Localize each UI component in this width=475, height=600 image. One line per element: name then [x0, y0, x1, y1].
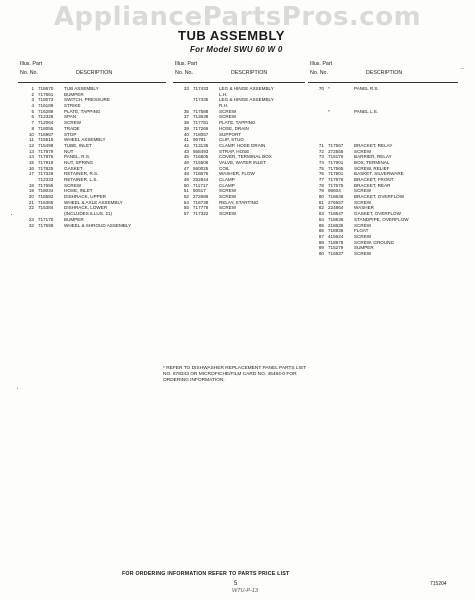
part-description: RELAY, STARTING	[219, 199, 259, 205]
part-number: 717919	[38, 159, 54, 165]
illus-number: 84	[318, 216, 324, 222]
scan-dot	[11, 214, 12, 215]
part-description: WHEEL ASSEMBLY	[64, 137, 106, 143]
part-number: 718034	[38, 188, 54, 194]
part-description: COIL	[219, 165, 230, 171]
document-code: 715204	[430, 581, 447, 587]
part-number: 716957	[38, 131, 54, 137]
part-description: CLAMP	[219, 182, 235, 188]
part-description: GASKET, OVERFLOW	[354, 211, 401, 217]
part-number: 224864	[328, 205, 344, 211]
part-number: 717901	[328, 159, 344, 165]
part-number: 717675	[328, 182, 344, 188]
part-number: 717778	[193, 205, 209, 211]
page-subtitle: For Model SWU 60 W 0	[190, 45, 283, 54]
part-description: SCREW	[219, 188, 237, 194]
part-description: SCREW, RELIEF	[354, 165, 390, 171]
part-row	[308, 251, 458, 257]
part-description: BUMPER	[64, 91, 84, 97]
illus-number: 33	[183, 86, 189, 91]
part-description: STRAP, HOSE	[219, 148, 250, 154]
part-number: 716739	[193, 199, 209, 205]
part-number: 716289	[38, 108, 54, 114]
part-description: CLAMP	[219, 177, 235, 182]
part-description: SCREW, GROUND	[354, 239, 394, 245]
part-description: TUB ASSEMBLY	[64, 86, 99, 91]
handwritten-mark: WTU-P-13	[232, 588, 258, 594]
illus-number: 50	[183, 182, 189, 188]
illus-number: 14	[28, 154, 34, 160]
part-description: STRIKE	[64, 103, 81, 109]
part-number: 718670	[38, 86, 54, 91]
part-number: 96781	[193, 137, 206, 143]
parts-column-1	[18, 60, 166, 228]
column-header	[173, 60, 305, 83]
part-number: 718073	[38, 97, 54, 103]
part-description: CLAMP, HOSE DRAIN	[219, 142, 266, 148]
part-description: CLIP, STUD	[219, 137, 244, 143]
illus-number: 39	[183, 125, 189, 131]
part-number: 717435	[193, 97, 209, 103]
part-description: SCREW	[354, 233, 372, 239]
part-description: FLOAT	[354, 228, 369, 234]
part-number: *	[328, 86, 330, 91]
illus-number: 37	[183, 114, 189, 120]
part-description: SCREW	[354, 188, 372, 194]
illus-number: 32	[28, 222, 34, 228]
part-number: 415624	[328, 233, 344, 239]
illus-number: 79	[318, 188, 324, 194]
part-description: WHEEL & SHROUD ASSEMBLY	[64, 222, 132, 228]
illus-number: 81	[318, 199, 324, 205]
part-description: SPAN	[64, 114, 77, 120]
part-description: GASKET	[64, 165, 83, 171]
part-number: 717876	[38, 154, 54, 160]
illus-number: 47	[183, 165, 189, 171]
scan-dot	[17, 388, 18, 389]
illus-number: 4	[31, 103, 34, 109]
part-description: SCREW	[219, 114, 237, 120]
part-number: 560025	[193, 165, 209, 171]
part-number: 717901	[328, 171, 344, 177]
part-number: 218635	[328, 222, 344, 228]
part-number: 718636	[328, 194, 344, 200]
parts-rows	[18, 83, 166, 228]
part-description: SCREW	[354, 199, 372, 205]
part-description: STOP	[64, 131, 77, 137]
part-description: SCREW	[354, 250, 372, 256]
parts-column-2	[173, 60, 305, 217]
part-description: SUPPORT	[219, 131, 242, 137]
illus-number: 82	[318, 205, 324, 211]
part-number: 717326	[38, 171, 54, 177]
illus-number: 80	[318, 194, 324, 200]
part-description: NUT, SPRING	[64, 159, 94, 165]
part-description: BRACKET, REAR	[354, 182, 391, 188]
part-description: WASHER	[354, 205, 374, 211]
edge-mark: –	[461, 66, 464, 72]
part-number: 718055	[38, 125, 54, 131]
part-number: 717567	[328, 142, 344, 148]
illus-number: 87	[318, 233, 324, 239]
header-no-no: No. No.	[310, 70, 328, 76]
illus-number: 3	[31, 97, 34, 103]
part-number: 712333	[38, 177, 54, 182]
part-number: 718978	[328, 239, 344, 245]
part-description: RETAINER, R.S.	[64, 171, 99, 177]
illus-number: 41	[183, 137, 189, 143]
part-row	[18, 223, 166, 229]
illus-number: 17	[28, 171, 34, 177]
illus-number: 54	[183, 199, 189, 205]
part-number: 98604	[328, 188, 341, 194]
part-description: PLATE, TAPPING	[64, 108, 101, 114]
part-number: 717565	[328, 165, 344, 171]
part-number: 716605	[193, 154, 209, 160]
header-no-no: No. No.	[20, 70, 38, 76]
part-description: DISHRACK, UPPER	[64, 194, 107, 200]
part-number: 276557	[328, 199, 344, 205]
footer-ordering-info: FOR ORDERING INFORMATION REFER TO PARTS PRICE LIST	[122, 571, 290, 577]
part-number: 717599	[38, 222, 54, 228]
illus-number: 45	[183, 154, 189, 160]
page-title: TUB ASSEMBLY	[178, 28, 285, 43]
ordering-note: * REFER TO DISHWASHER REPLACEMENT PANEL PARTS LIST NO. 678343 OR MICROFICHE/FILM CARD NO. 45484-0 FOR ORDERING INFORMATION.	[163, 366, 306, 383]
illus-number: 72	[318, 148, 324, 154]
header-illus-part: Illus. Part	[310, 61, 333, 67]
part-description: SUMPER	[354, 245, 374, 251]
part-description: BOX, TERMINAL	[354, 159, 390, 165]
illus-number: 51	[183, 188, 189, 194]
part-number: 715498	[38, 142, 54, 148]
part-number: 716937	[328, 250, 344, 256]
part-number: 715176	[328, 154, 344, 160]
illus-number: 71	[318, 142, 324, 148]
part-number: 715279	[328, 245, 344, 251]
part-description: NUT	[64, 148, 74, 154]
illus-number: 16	[28, 165, 34, 171]
illus-number: 77	[318, 177, 324, 182]
illus-number: 49	[183, 177, 189, 182]
part-number: 715384	[38, 205, 54, 211]
part-description: STANDPIPE, OVERFLOW	[354, 216, 409, 222]
part-number: 717879	[38, 148, 54, 154]
illus-number: 18	[28, 182, 34, 188]
part-number: 717825	[38, 165, 54, 171]
illus-number: 78	[318, 182, 324, 188]
part-description: SWITCH, PRESSURE	[64, 97, 110, 103]
illus-number: 10	[28, 131, 34, 137]
column-header	[308, 60, 458, 83]
illus-number: 85	[318, 222, 324, 228]
part-number: 713135	[193, 142, 209, 148]
part-description: SCREW	[354, 148, 372, 154]
illus-number: 2	[31, 91, 34, 97]
parts-column-3	[308, 60, 458, 257]
watermark: AppliancePartsPros.com	[53, 2, 422, 32]
part-description: SCREW	[354, 222, 372, 228]
part-number: 717266	[193, 125, 209, 131]
illus-number: 1	[31, 86, 34, 91]
part-description: WASHER, FLOW	[219, 171, 255, 177]
part-row	[173, 211, 305, 217]
part-description: LEG & HINGE ASSEMBLY	[219, 86, 274, 91]
part-number: 715506	[193, 159, 209, 165]
part-description: TRADE	[64, 125, 80, 131]
illus-number: 19	[28, 188, 34, 194]
part-description: SCREW	[64, 182, 82, 188]
illus-number: 11	[29, 137, 34, 143]
parts-rows	[308, 83, 458, 257]
part-description: HOSE, INLET	[64, 188, 93, 194]
part-number: 718057	[193, 131, 209, 137]
parts-rows	[173, 83, 305, 217]
part-description: WHEEL & AXLE ASSEMBLY	[64, 199, 123, 205]
part-number: 717433	[193, 86, 209, 91]
part-number: 717588	[193, 108, 209, 114]
illus-number: 5	[31, 108, 34, 114]
header-no-no: No. No.	[175, 70, 193, 76]
part-description: VALVE, WATER INLET	[219, 159, 267, 165]
part-description: LEG & HINGE ASSEMBLY	[219, 97, 274, 103]
part-number: 568493	[193, 148, 209, 154]
illus-number: 12	[28, 142, 34, 148]
illus-number: 38	[183, 120, 189, 126]
part-description: HOSE, DRAIN	[219, 125, 249, 131]
illus-number: 42	[183, 142, 189, 148]
part-number: 90517	[193, 188, 206, 194]
part-number: 272555	[328, 148, 344, 154]
part-description: DISHRACK, LOWER	[64, 205, 108, 211]
part-number: 717322	[193, 211, 209, 217]
illus-number: 73	[318, 154, 324, 160]
part-number: 718647	[328, 211, 344, 217]
part-number: 718936	[328, 228, 344, 234]
part-number: 713638	[193, 114, 209, 120]
illus-number: 20	[28, 194, 34, 200]
part-description: SCREW	[219, 211, 237, 217]
part-number: 717781	[193, 120, 209, 126]
part-number: 717661	[38, 91, 54, 97]
illus-number: 8	[31, 125, 34, 131]
part-number: 716365	[38, 199, 54, 205]
part-description: R.H.	[219, 103, 229, 109]
illus-number: 48	[183, 171, 189, 177]
illus-number: 35	[183, 108, 189, 114]
part-description: BRACKET, FRONT	[354, 177, 394, 182]
illus-number: 83	[318, 211, 324, 217]
illus-number: 76	[318, 171, 324, 177]
part-number: 718582	[38, 194, 54, 200]
part-number: 272686	[193, 194, 209, 200]
part-number: 718636	[328, 216, 344, 222]
part-description: PLATE, TAPPING	[219, 120, 256, 126]
illus-number: 23	[28, 216, 34, 222]
part-number: 718675	[193, 171, 209, 177]
illus-number: 13	[28, 148, 34, 154]
illus-number: 70	[318, 86, 324, 91]
part-number: 717170	[38, 216, 54, 222]
part-description: BUMPER	[64, 216, 84, 222]
header-illus-part: Illus. Part	[175, 61, 198, 67]
illus-number: 40	[183, 131, 189, 137]
part-number: 716189	[38, 103, 54, 109]
part-description: SCREW	[219, 108, 237, 114]
illus-number: 89	[318, 245, 324, 251]
header-description: DESCRIPTION	[231, 70, 268, 76]
part-description: SCREW	[219, 205, 237, 211]
part-description: BASKET, SILVERWARE	[354, 171, 404, 177]
illus-number: 21	[28, 199, 34, 205]
illus-number: 86	[318, 228, 324, 234]
part-number: 252844	[193, 177, 209, 182]
part-description: BRACKET, OVERFLOW	[354, 194, 405, 200]
illus-number: 6	[31, 114, 34, 120]
part-description: PANEL L.S.	[354, 108, 378, 114]
illus-number: 74	[318, 159, 324, 165]
illus-number: 15	[28, 159, 34, 165]
part-number: 712328	[38, 114, 54, 120]
illus-number: 55	[183, 205, 189, 211]
part-number: *	[328, 108, 330, 114]
illus-number: 52	[183, 194, 189, 200]
part-number: 717655	[38, 182, 54, 188]
part-description: L.H.	[219, 91, 228, 97]
page-number: 5	[234, 581, 238, 587]
illus-number: 43	[183, 148, 189, 154]
header-description: DESCRIPTION	[366, 70, 403, 76]
header-description: DESCRIPTION	[76, 70, 113, 76]
header-illus-part: Illus. Part	[20, 61, 43, 67]
part-description: RETAINER, L.S.	[64, 177, 98, 182]
part-description: COVER, TERMINAL BOX	[219, 154, 272, 160]
part-description: SCREW	[219, 194, 237, 200]
part-number: 712064	[38, 120, 54, 126]
illus-number: 75	[318, 165, 324, 171]
part-description: BRACKET, RELAY	[354, 142, 393, 148]
part-description: TUBE, INLET	[64, 142, 92, 148]
illus-number: 57	[183, 211, 189, 217]
part-description: PANEL R.S.	[354, 86, 379, 91]
part-number: 715515	[38, 137, 54, 143]
illus-number: 90	[318, 250, 324, 256]
part-number: 717976	[328, 177, 344, 182]
illus-number: 46	[183, 159, 189, 165]
part-number: 711717	[193, 182, 208, 188]
column-header	[18, 60, 166, 83]
part-description: SCREW	[64, 120, 82, 126]
part-description: BARRIER, RELAY	[354, 154, 392, 160]
illus-number: 88	[318, 239, 324, 245]
illus-number: 7	[31, 120, 34, 126]
part-description: PANEL, R.S.	[64, 154, 91, 160]
part-description: (INCLUDES ILLUS. 21)	[64, 211, 112, 217]
illus-number: 22	[28, 205, 34, 211]
